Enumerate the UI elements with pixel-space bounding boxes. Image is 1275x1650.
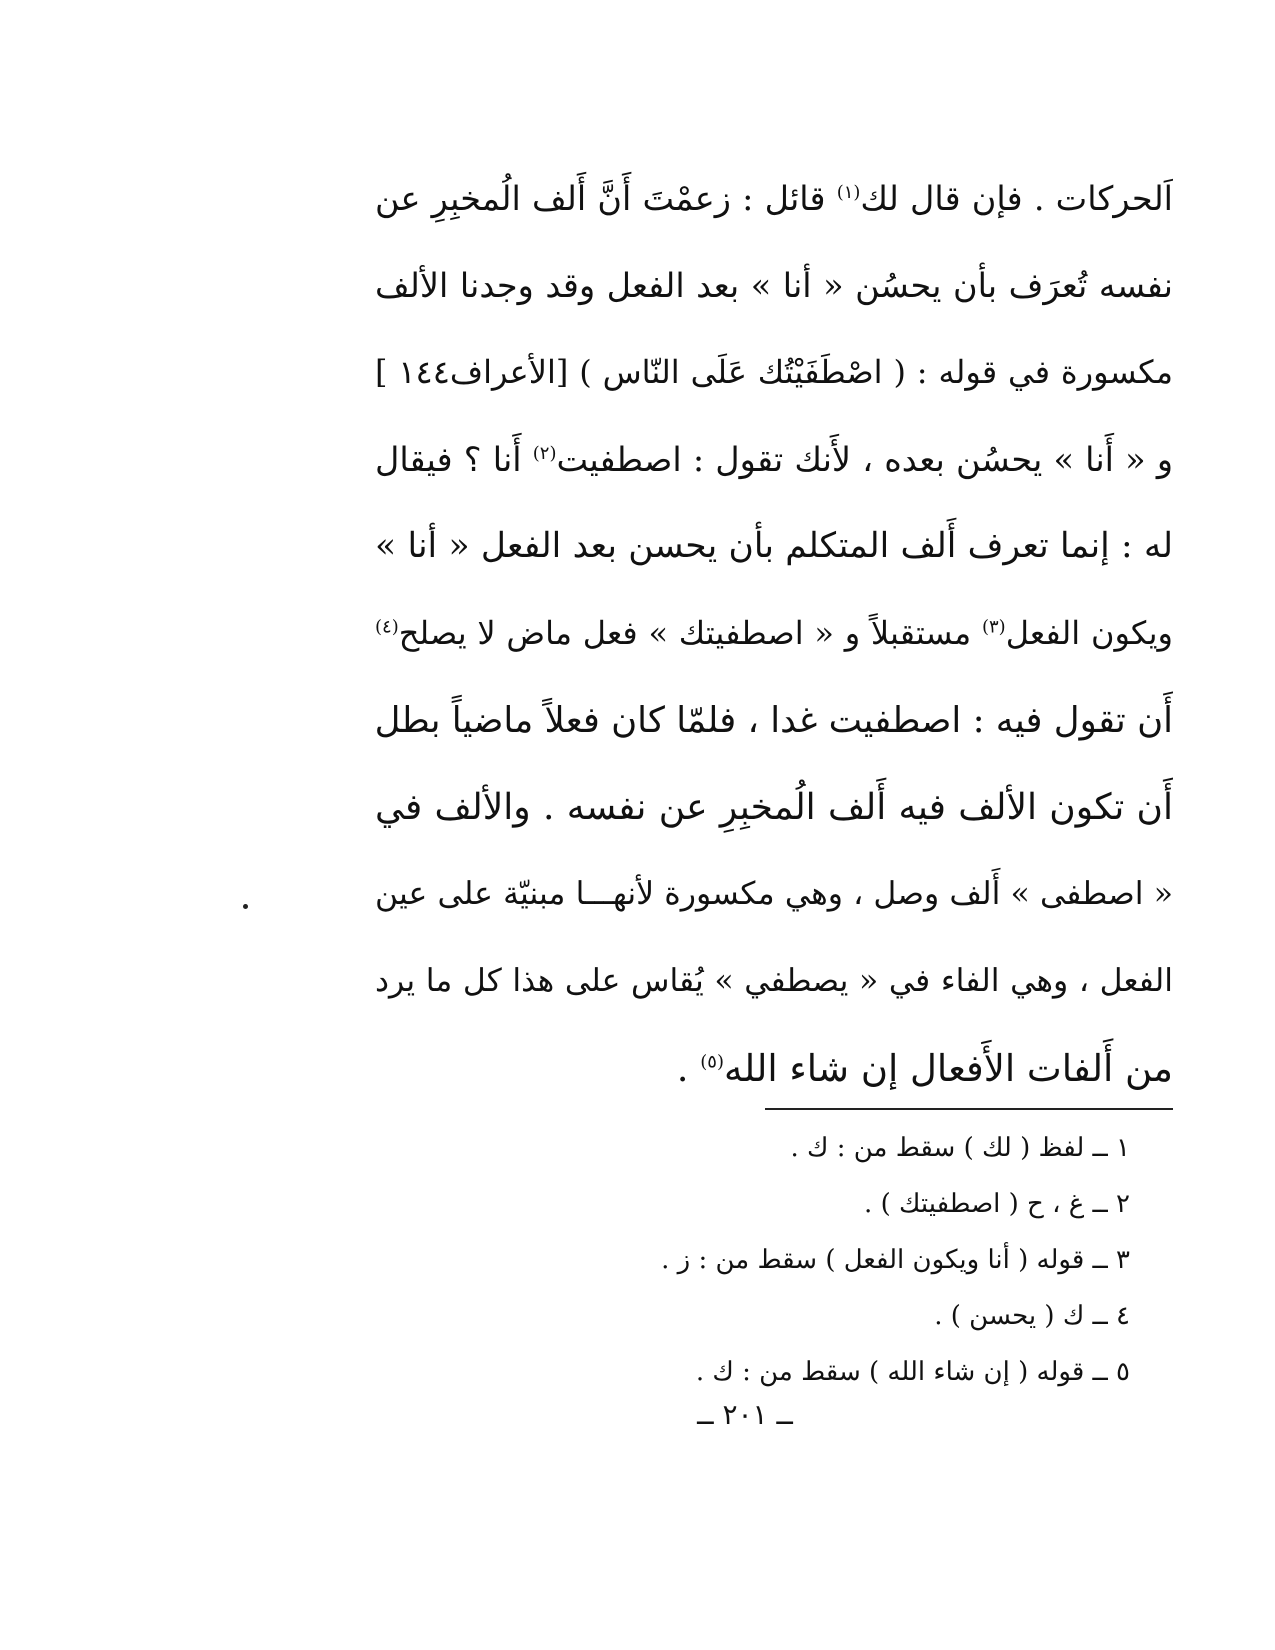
text-line-6	[375, 590, 1173, 677]
text-segment: .	[676, 1047, 701, 1090]
text-segment: « اصطفى » أَلف وصل ، وهي مكسورة لأنهـــا مبنيّة على عين	[375, 876, 1173, 912]
text-segment: مكسورة في قوله : ( اصْطَفَيْتُك عَلَى النّاس ) [الأعراف١٤٤ ]	[375, 353, 1173, 391]
text-segment: أَن تكون الألف فيه أَلف الُمخبِرِ عن نفسه . والألف في	[375, 787, 1173, 828]
text-segment: اَلحركات . فإن قال لك	[860, 179, 1173, 218]
text-segment: قائل : زعمْتَ أَنَّ أَلف الُمخبِرِ عن	[375, 179, 837, 218]
text-segment: أَنا ؟ فيقال	[375, 440, 533, 479]
text-line-3	[375, 329, 1173, 416]
text-line-8	[375, 764, 1173, 851]
footnote-ref-1: (١)	[836, 181, 861, 203]
text-line-4	[375, 416, 1173, 503]
text-segment: من أَلفات الأَفعال إن شاء الله	[723, 1047, 1173, 1090]
footnote-5: ٥ ــ قوله ( إن شاء الله ) سقط من : ك .	[695, 1357, 1130, 1387]
scan-speck	[243, 904, 248, 909]
footnote-1: ١ ــ لفظ ( لك ) سقط من : ك .	[790, 1133, 1130, 1163]
footnote-ref-3: (٣)	[981, 616, 1006, 638]
footnote-ref-5: (٥)	[700, 1051, 724, 1073]
text-segment: نفسه تُعرَف بأن يحسُن « أنا » بعد الفعل وقد وجدنا الألف	[375, 266, 1173, 305]
text-line-2	[375, 242, 1173, 329]
text-line-9	[375, 851, 1173, 938]
footnote-4: ٤ ــ ك ( يحسن ) .	[934, 1301, 1130, 1331]
main-text-block	[375, 155, 1173, 1112]
text-segment: الفعل ، وهي الفاء في « يصطفي » يُقاس على هذا كل ما يرد	[375, 963, 1173, 999]
text-segment: مستقبلاً و « اصطفيتك » فعل ماض لا يصلح	[398, 614, 982, 652]
text-segment: له : إنما تعرف أَلف المتكلم بأن يحسن بعد الفعل « أنا »	[375, 526, 1173, 566]
footnote-2: ٢ ــ غ ، ح ( اصطفيتك ) .	[864, 1189, 1130, 1219]
text-line-10	[375, 938, 1173, 1025]
text-segment: أَن تقول فيه : اصطفيت غدا ، فلمّا كان فعلاً ماضياً بطل	[375, 700, 1173, 741]
text-segment: ويكون الفعل	[1005, 614, 1173, 652]
footnotes-block	[560, 1120, 1130, 1400]
footnote-ref-4: (٤)	[375, 616, 399, 638]
footnote-divider	[765, 1108, 1173, 1110]
footnote-ref-2: (٢)	[532, 442, 557, 464]
text-line-5	[375, 503, 1173, 590]
page-number: ــ ٢٠١ ــ	[697, 1398, 793, 1431]
text-line-7	[375, 677, 1173, 764]
text-segment: و « أَنا » يحسُن بعده ، لأَنك تقول : اصطفيت	[556, 440, 1173, 479]
footnote-3: ٣ ــ قوله ( أنا ويكون الفعل ) سقط من : ز .	[661, 1245, 1130, 1275]
text-line-11	[375, 1025, 1173, 1112]
text-line-1	[375, 155, 1173, 242]
